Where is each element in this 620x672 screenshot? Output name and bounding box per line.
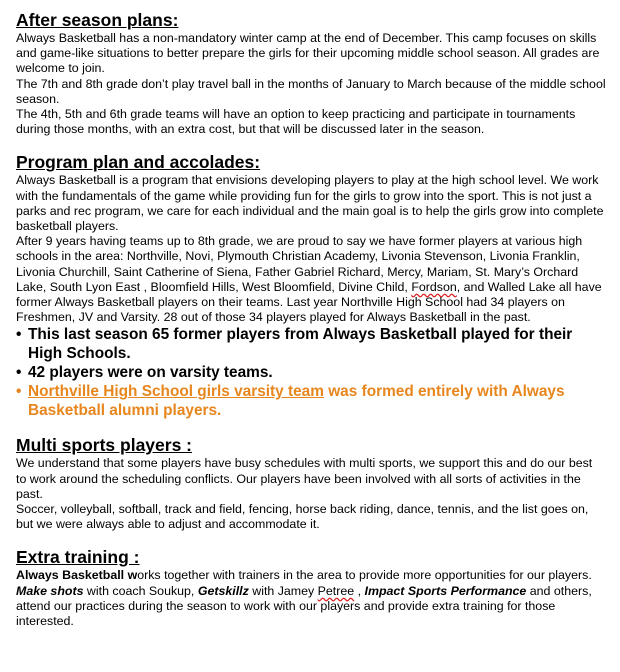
paragraph: [16, 584, 606, 630]
bullet-item: [16, 363, 606, 382]
paragraph: Always Basketball has a non-mandatory winter camp at the end of December. This camp focuses on skills and game-like situations to better prepare the girls for their upcoming middle school season. All grades are welcome to join.: [16, 31, 600, 76]
text-run: with Jamey: [248, 583, 318, 598]
text-run: ,: [354, 583, 365, 598]
text-run: with coach Soukup,: [83, 583, 198, 598]
paragraph: [16, 568, 606, 583]
bullet-icon: •: [16, 326, 22, 344]
text-run-bold-italic: Getskillz: [197, 583, 249, 598]
text-run: After 9 years having teams up to 8th grade, we are proud to say we have former players at various high schools in the area: Northville, Novi, Plymouth Christian Academy, Livonia Stevenson, Livonia Franklin, Livonia Churchill, Saint Catherine of Siena, Father Gabriel Richard, Mercy, Mariam, St. Mary’s Orchard Lake, South Lyon East , Bloomfield Hills, West Bloomfield, Divine Child,: [16, 234, 583, 294]
section-heading-program: Program plan and accolades:: [16, 152, 261, 173]
paragraph: Soccer, volleyball, softball, track and field, fencing, horse back riding, dance, tennis, and the list goes on, but we were always able to adjust and accommodate it.: [16, 502, 589, 532]
bullet-item-highlight: [16, 382, 606, 420]
bullet-text: 42 players were on varsity teams.: [28, 364, 273, 382]
text-run: and others, attend our practices during the season to work with our players and provide extra training for those interested.: [16, 583, 592, 629]
bullet-icon: •: [16, 364, 22, 382]
text-run-bold-italic: Impact Sports Performance: [364, 583, 527, 598]
paragraph: [16, 234, 606, 325]
bullet-item: [16, 325, 606, 363]
section-heading-after-season: After season plans:: [16, 10, 179, 30]
bullet-icon: •: [16, 383, 22, 401]
section-multi-sports: [16, 435, 606, 532]
text-run: was formed entirely with Always Basketball alumni players.: [28, 383, 565, 420]
paragraph: Always Basketball is a program that envisions developing players to play at the high school level. We work with the fundamentals of the game while providing fun for the girls to grow into the sport. This is not just a parks and rec program, we care for each individual and the main goal is to help the girls grow into complete basketball players.: [16, 173, 604, 234]
text-run-bold: Always Basketball w: [16, 568, 138, 583]
spellcheck-word: Petree: [317, 583, 355, 598]
paragraph: We understand that some players have busy schedules with multi sports, we support this and do our best to work around the scheduling conflicts. Our players have been involved with all sorts of activities in the past.: [16, 456, 593, 501]
section-after-season: [16, 10, 606, 137]
bullet-text: [28, 382, 606, 420]
section-heading-multi-sports: Multi sports players :: [16, 435, 193, 456]
section-extra-training: [16, 547, 606, 629]
section-heading-extra-training: Extra training :: [16, 547, 140, 568]
text-run: orks together with trainers in the area to provide more opportunities for our players.: [137, 568, 592, 583]
paragraph: The 4th, 5th and 6th grade teams will have an option to keep practicing and participate in tournaments during those months, with an extra cost, but that will be discussed later in the season.: [16, 107, 576, 137]
northville-link[interactable]: Northville High School girls varsity team: [28, 383, 324, 401]
section-program: [16, 152, 606, 420]
paragraph: The 7th and 8th grade don’t play travel ball in the months of January to March because of the middle school season.: [16, 76, 606, 106]
spellcheck-word: Fordson: [411, 279, 457, 294]
document-page: [16, 10, 606, 644]
text-run-bold-italic: Make shots: [16, 583, 84, 598]
text-run: , and Walled Lake all have former Always Basketball players on their teams. Last year Northville High School had 34 players on Freshmen, JV and Varsity. 28 out of those 34 players played for Always Basketball in the past.: [16, 279, 602, 325]
bullet-text: This last season 65 former players from Always Basketball played for their High Schools.: [28, 326, 573, 363]
